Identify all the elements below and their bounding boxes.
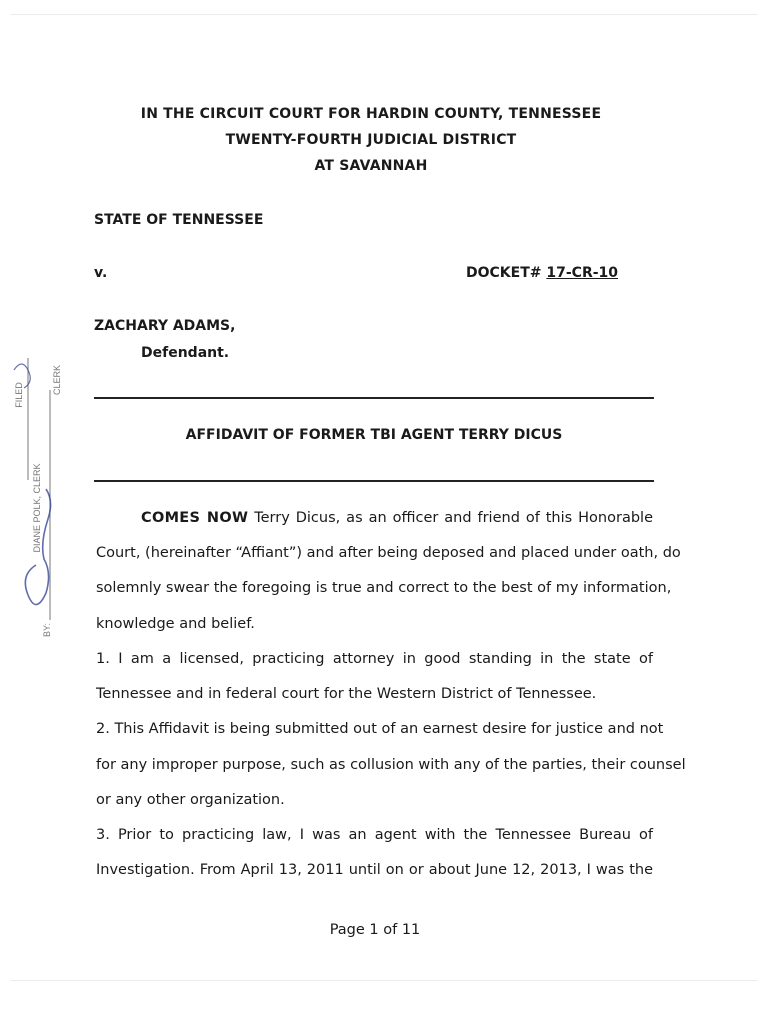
defendant-name: ZACHARY ADAMS, [94, 318, 236, 334]
page-edge-bottom [10, 980, 758, 981]
paragraph-3-line-1: 3. Prior to practicing law, I was an agent with the Tennessee Bureau of [96, 827, 653, 843]
paragraph-intro-line-1: COMES NOW Terry Dicus, as an officer and friend of this Honorable [141, 510, 653, 526]
stamp-top-label: FILED [14, 382, 24, 408]
court-name-line: IN THE CIRCUIT COURT FOR HARDIN COUNTY, TENNESSEE [140, 106, 602, 122]
paragraph-1-line-1: 1. I am a licensed, practicing attorney in good standing in the state of [96, 651, 653, 667]
stamp-clerk-name: DIANE POLK, CLERK [32, 463, 42, 553]
plaintiff-name: STATE OF TENNESSEE [94, 212, 264, 228]
court-location-line: AT SAVANNAH [314, 158, 428, 174]
docket-number-line [466, 265, 618, 281]
paragraph-intro-line-4: knowledge and belief. [96, 616, 255, 632]
page-edge-top [10, 14, 758, 15]
docket-label: DOCKET# [466, 265, 547, 281]
page-number: Page 1 of 11 [329, 922, 421, 938]
paragraph-1-line-2: Tennessee and in federal court for the Western District of Tennessee. [96, 686, 597, 702]
title-rule-top [94, 397, 654, 399]
comes-now-label: COMES NOW [141, 510, 249, 526]
paragraph-3-line-2: Investigation. From April 13, 2011 until on or about June 12, 2013, I was the [96, 862, 653, 878]
stamp-by-label: BY: [42, 622, 52, 638]
docket-number: 17-CR-10 [546, 265, 619, 281]
title-rule-bottom [94, 480, 654, 482]
paragraph-intro-line-3: solemnly swear the foregoing is true and correct to the best of my information, [96, 580, 672, 596]
judicial-district-line: TWENTY-FOURTH JUDICIAL DISTRICT [225, 132, 517, 148]
clerk-filing-stamp [0, 350, 80, 650]
stamp-clerk-label: CLERK [52, 364, 62, 396]
defendant-role: Defendant. [141, 345, 230, 361]
versus-label: v. [94, 265, 108, 281]
document-title: AFFIDAVIT OF FORMER TBI AGENT TERRY DICUS [185, 427, 563, 443]
paragraph-intro-line-2: Court, (hereinafter “Affiant”) and after being deposed and placed under oath, do [96, 545, 681, 561]
paragraph-2-line-2: for any improper purpose, such as collusion with any of the parties, their counsel [96, 757, 686, 773]
paragraph-2-line-1: 2. This Affidavit is being submitted out of an earnest desire for justice and not [96, 721, 664, 737]
paragraph-2-line-3: or any other organization. [96, 792, 285, 808]
